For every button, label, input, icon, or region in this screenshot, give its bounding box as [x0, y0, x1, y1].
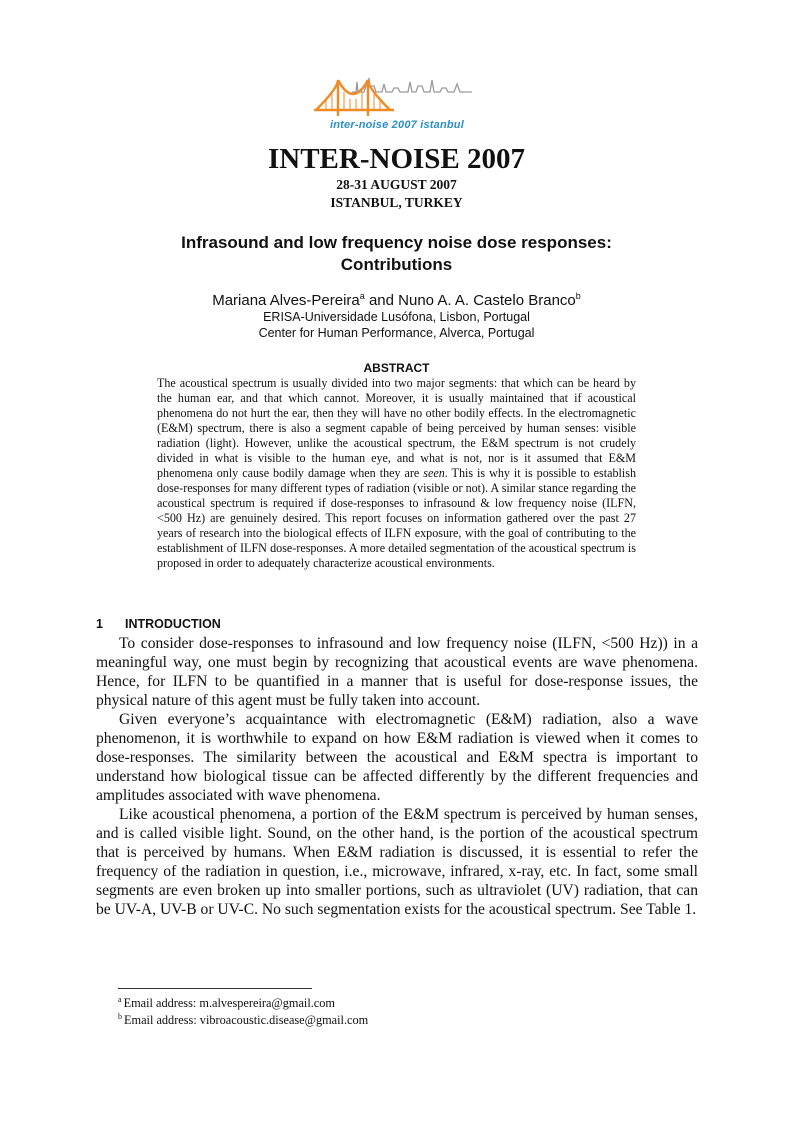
conference-title: INTER-NOISE 2007: [267, 143, 526, 175]
footnote-text: Email address: vibroacoustic.disease@gmail.com: [124, 1013, 369, 1027]
abstract-part-1: The acoustical spectrum is usually divided into two major segments: that which can be heard by the human ear, and that which cannot. Moreover, it is usually maintained that if acoustical phenomena do not hurt the ear, then they will have no other bodily effects. In the electromagnetic (E&M) spectrum, there is also a segment capable of being perceived by human senses: visible radiation (light). However, unlike the acoustical spectrum, the E&M spectrum is not crudely divided in what is visible to the human eye, and what is not, nor is it assumed that E&M phenomena only cause bodily damage when they are: [157, 376, 636, 480]
section-number: 1: [96, 617, 103, 631]
author-1-mark: a: [359, 291, 365, 301]
bridge-icon: [314, 80, 394, 116]
author-list: [0, 291, 793, 309]
abstract-italic: seen: [423, 466, 445, 480]
footnote-text: Email address: m.alvespereira@gmail.com: [123, 996, 335, 1010]
author-separator: and: [364, 292, 399, 309]
affiliation-1: ERISA-Universidade Lusófona, Lisbon, Portugal: [263, 310, 530, 324]
paragraph: To consider dose-responses to infrasound and low frequency noise (ILFN, <500 Hz)) in a meaningful way, one must begin by recognizing that acoustical events are wave phenomena. Hence, for ILFN to be quantified in a manner that is useful for dose-response issues, the physical nature of this agent must be fully taken into account.: [96, 635, 698, 709]
paper-title: [0, 232, 793, 276]
paragraph: Like acoustical phenomena, a portion of the E&M spectrum is perceived by human senses, and is called visible light. Sound, on the other hand, is the portion of the acoustical spectrum that is perceived by humans. When E&M radiation is discussed, it is essential to refer the frequency of the radiation in question, i.e., microwave, infrared, x-ray, etc. In fact, some small segments are even broken up into smaller portions, such as ultraviolet (UV) radiation, that can be UV-A, UV-B or UV-C. No such segmentation exists for the acoustical spectrum. See Table 1.: [96, 806, 698, 918]
footnote-mark: a: [118, 995, 122, 1004]
conference-place: ISTANBUL, TURKEY: [330, 195, 463, 210]
author-1: Mariana Alves-Pereira: [212, 292, 360, 309]
paper-title-line2: Contributions: [340, 255, 453, 274]
author-2: Nuno A. A. Castelo Branco: [398, 292, 576, 309]
abstract-text: [157, 376, 636, 571]
affiliation-2: Center for Human Performance, Alverca, Portugal: [258, 326, 535, 340]
footnote-mark: b: [118, 1012, 122, 1021]
paper-title-line1: Infrasound and low frequency noise dose responses:: [181, 233, 612, 252]
abstract-heading: ABSTRACT: [363, 361, 430, 375]
footnote: [118, 995, 335, 1011]
footnote-divider: [118, 988, 312, 989]
conference-date: 28-31 AUGUST 2007: [336, 177, 457, 192]
logo-caption: inter-noise 2007 istanbul: [330, 119, 464, 131]
section-heading: [96, 617, 221, 631]
section-title: INTRODUCTION: [125, 617, 221, 631]
paragraph: Given everyone’s acquaintance with electromagnetic (E&M) radiation, also a wave phenomenon, it is worthwhile to expand on how E&M radiation is viewed when it comes to dose-responses. The similarity between the acoustical and E&M spectra is important to understand how biological tissue can be affected differently by the different frequencies and amplitudes associated with wave phenomena.: [96, 711, 698, 804]
author-2-mark: b: [575, 291, 581, 301]
footnote: [118, 1012, 368, 1028]
abstract-part-2: . This is why it is possible to establish dose-responses for many different types of radiation (visible or not). A similar stance regarding the acoustical spectrum is required if dose-responses to infrasound & low frequency noise (ILFN, <500 Hz) are genuinely desired. This report focuses on information gathered over the past 27 years of research into the biological effects of ILFN exposure, with the goal of contributing to the establishment of ILFN dose-responses. A more detailed segmentation of the acoustical spectrum is proposed in order to adequately characterize acoustical environments.: [157, 466, 636, 570]
